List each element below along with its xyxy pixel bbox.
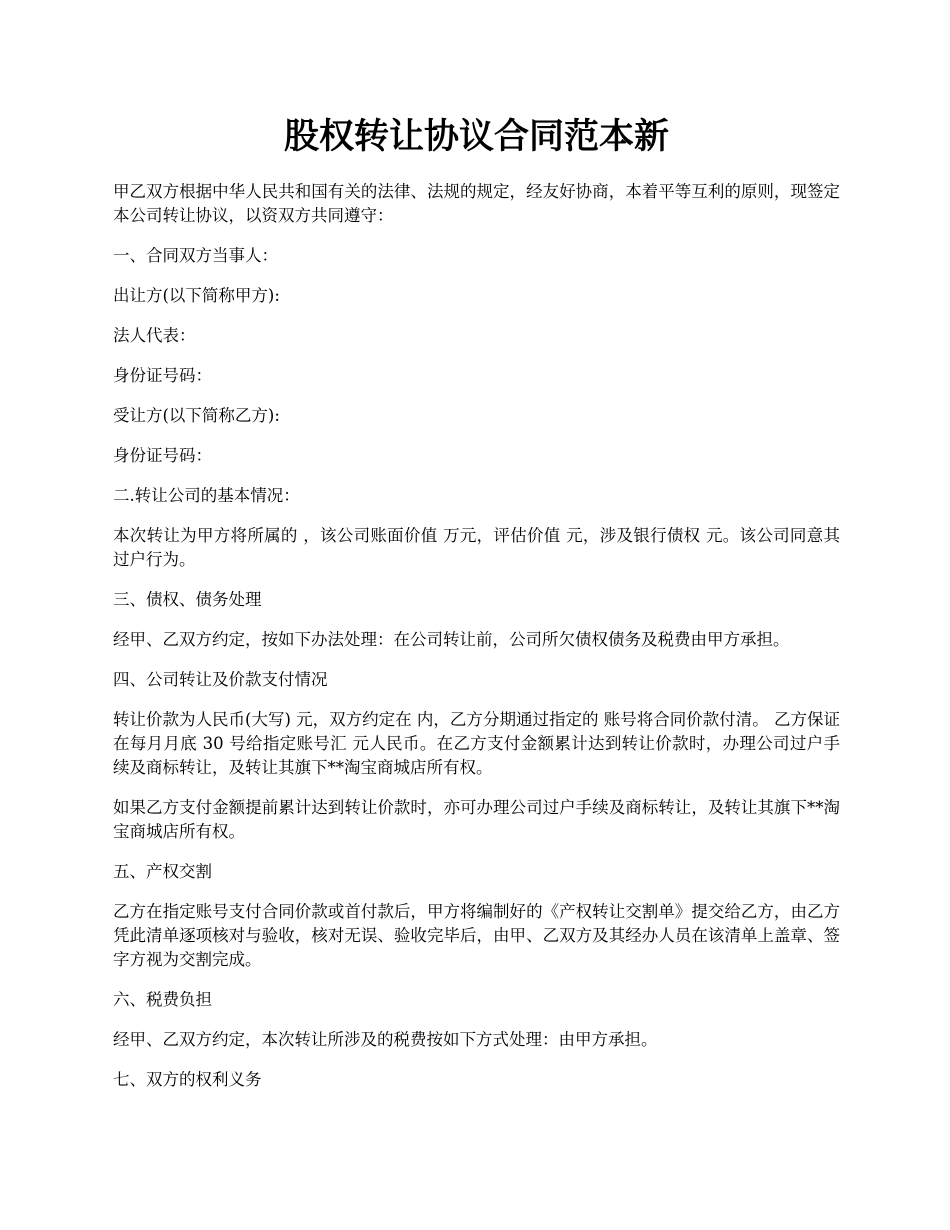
section-heading-handover: 五、产权交割 [113, 862, 212, 881]
field-transferor-id-number: 身份证号码： [113, 366, 212, 385]
section-heading-company-info: 二.转让公司的基本情况： [113, 486, 300, 505]
section-heading-taxes: 六、税费负担 [113, 990, 212, 1009]
document-title: 股权转让协议合同范本新 [283, 116, 669, 157]
paragraph-payment: 转让价款为人民币(大写) 元，双方约定在 内，乙方分期通过指定的 账号将合同价款付清。 乙方保证在每月月底 30 号给指定账号汇 元人民币。在乙方支付金额累计达到转让价款时，办理公司过户手续及商标转让，及转让其旗下**淘宝商城店所有权。 [113, 710, 840, 777]
field-transferee: 受让方(以下简称乙方): [113, 406, 280, 425]
paragraph-debts: 经甲、乙双方约定，按如下办法处理：在公司转让前，公司所欠债权债务及税费由甲方承担。 [113, 630, 790, 649]
paragraph-handover: 乙方在指定账号支付合同价款或首付款后，甲方将编制好的《产权转让交割单》提交给乙方，由乙方凭此清单逐项核对与验收，核对无误、验收完毕后，由甲、乙双方及其经办人员在该清单上盖章、签字方视为交割完成。 [113, 902, 840, 969]
paragraph-intro: 甲乙双方根据中华人民共和国有关的法律、法规的规定，经友好协商，本着平等互利的原则，现签定本公司转让协议，以资双方共同遵守： [113, 182, 840, 225]
section-heading-debts: 三、债权、债务处理 [113, 590, 262, 609]
section-heading-parties: 一、合同双方当事人： [113, 246, 278, 265]
field-transferee-id-number: 身份证号码： [113, 446, 212, 465]
document-body [113, 180, 840, 1092]
section-heading-rights-obligations: 七、双方的权利义务 [113, 1070, 262, 1089]
paragraph-early-payment: 如果乙方支付金额提前累计达到转让价款时，亦可办理公司过户手续及商标转让，及转让其旗下**淘宝商城店所有权。 [113, 798, 840, 841]
field-legal-representative: 法人代表： [113, 326, 196, 345]
paragraph-company-info: 本次转让为甲方将所属的 ，该公司账面价值 万元，评估价值 元，涉及银行债权 元。该公司同意其过户行为。 [113, 526, 840, 569]
section-heading-payment: 四、公司转让及价款支付情况 [113, 670, 328, 689]
paragraph-taxes: 经甲、乙双方约定，本次转让所涉及的税费按如下方式处理：由甲方承担。 [113, 1030, 658, 1049]
field-transferor: 出让方(以下简称甲方): [113, 286, 280, 305]
